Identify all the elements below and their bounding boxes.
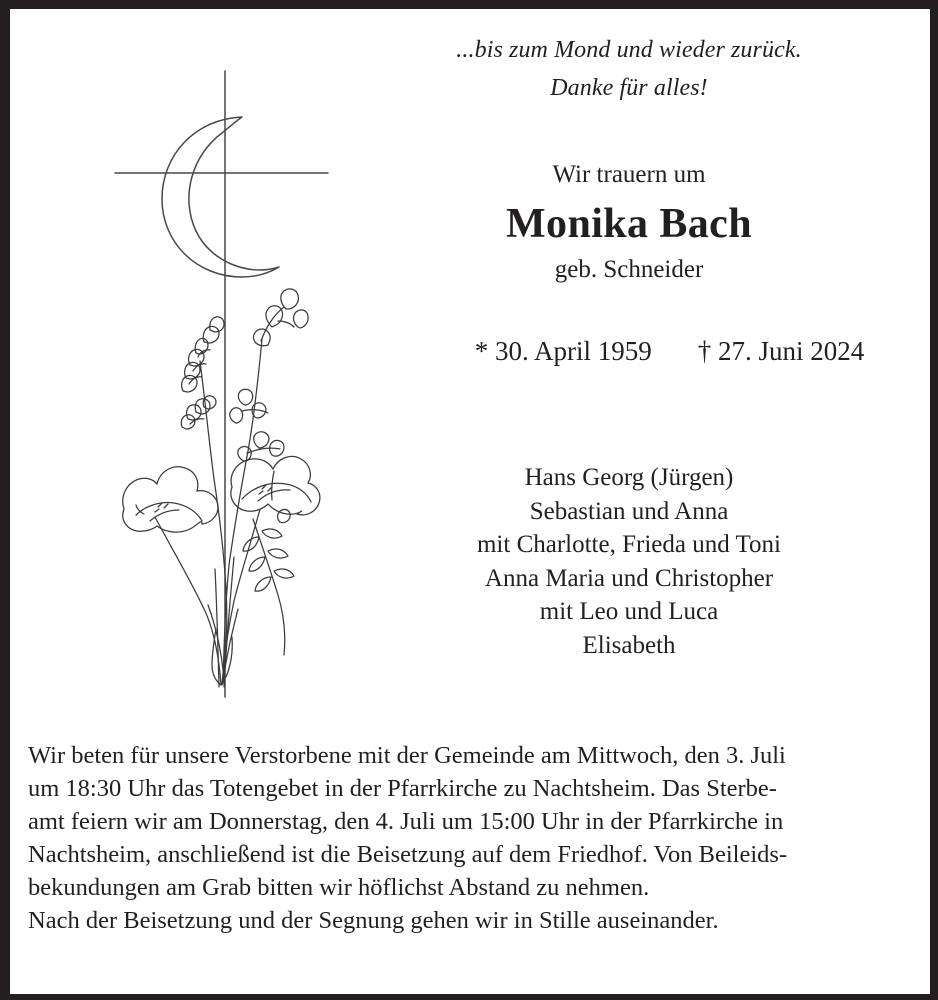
death-date: † 27. Juni 2024 (697, 336, 865, 366)
memorial-quote (340, 9, 918, 107)
service-line: um 18:30 Uhr das Totengebet in der Pfarrkirche zu Nachtsheim. Das Sterbe- (28, 775, 777, 802)
flower-bouquet (123, 289, 320, 687)
service-line: bekundungen am Grab bitten wir höflichst Abstand zu nehmen. (28, 874, 650, 901)
quote-line-2: Danke für alles! (550, 75, 708, 101)
memorial-text-column (340, 9, 918, 739)
crescent-moon-icon (162, 117, 279, 277)
bud-sprig-upper-right (253, 289, 308, 346)
family-line: Anna Maria und Christopher (484, 564, 774, 592)
service-line: Nach der Beisetzung und der Segnung gehen wir in Stille auseinander. (28, 907, 719, 934)
service-line: Nachtsheim, anschließend ist die Beisetzung auf dem Friedhof. Von Beileids- (28, 841, 788, 868)
service-line: amt feiern wir am Donnerstag, den 4. Juli um 15:00 Uhr in der Pfarrkirche in (28, 808, 784, 835)
family-line: Elisabeth (582, 631, 676, 659)
upper-section (10, 9, 930, 739)
stem-poppy-right (222, 509, 260, 685)
service-details (10, 739, 930, 937)
mourning-intro: Wir trauern um (552, 161, 706, 188)
service-line: Wir beten für unsere Verstorbene mit der Gemeinde am Mittwoch, den 3. Juli (28, 742, 786, 769)
notice-inner-panel (10, 9, 930, 994)
family-line: Hans Georg (Jürgen) (524, 464, 734, 491)
family-line: Sebastian und Anna (529, 497, 729, 525)
grass-blades (208, 605, 238, 685)
lavender-spike-lower (181, 396, 216, 429)
poppy-flower-left (123, 467, 218, 532)
maiden-name: geb. Schneider (554, 256, 704, 283)
mourning-block (340, 159, 918, 411)
cross-moon-flowers-illustration (10, 9, 340, 739)
quote-line-1: ...bis zum Mond und wieder zurück. (456, 37, 802, 63)
bud-sprig-lower-right (238, 432, 284, 461)
family-line: mit Charlotte, Frieda und Toni (476, 531, 781, 558)
stem-poppy-left (155, 517, 221, 685)
bud-sprig-middle (230, 389, 268, 423)
birth-date: * 30. April 1959 (474, 336, 652, 366)
life-dates (340, 291, 918, 411)
poppy-flower-right (231, 456, 320, 514)
surviving-family-list (340, 461, 918, 662)
leaf-sprig-lower (243, 509, 294, 655)
deceased-name: Monika Bach (506, 201, 752, 247)
family-line: mit Leo und Luca (539, 598, 719, 625)
memorial-artwork (10, 9, 340, 739)
